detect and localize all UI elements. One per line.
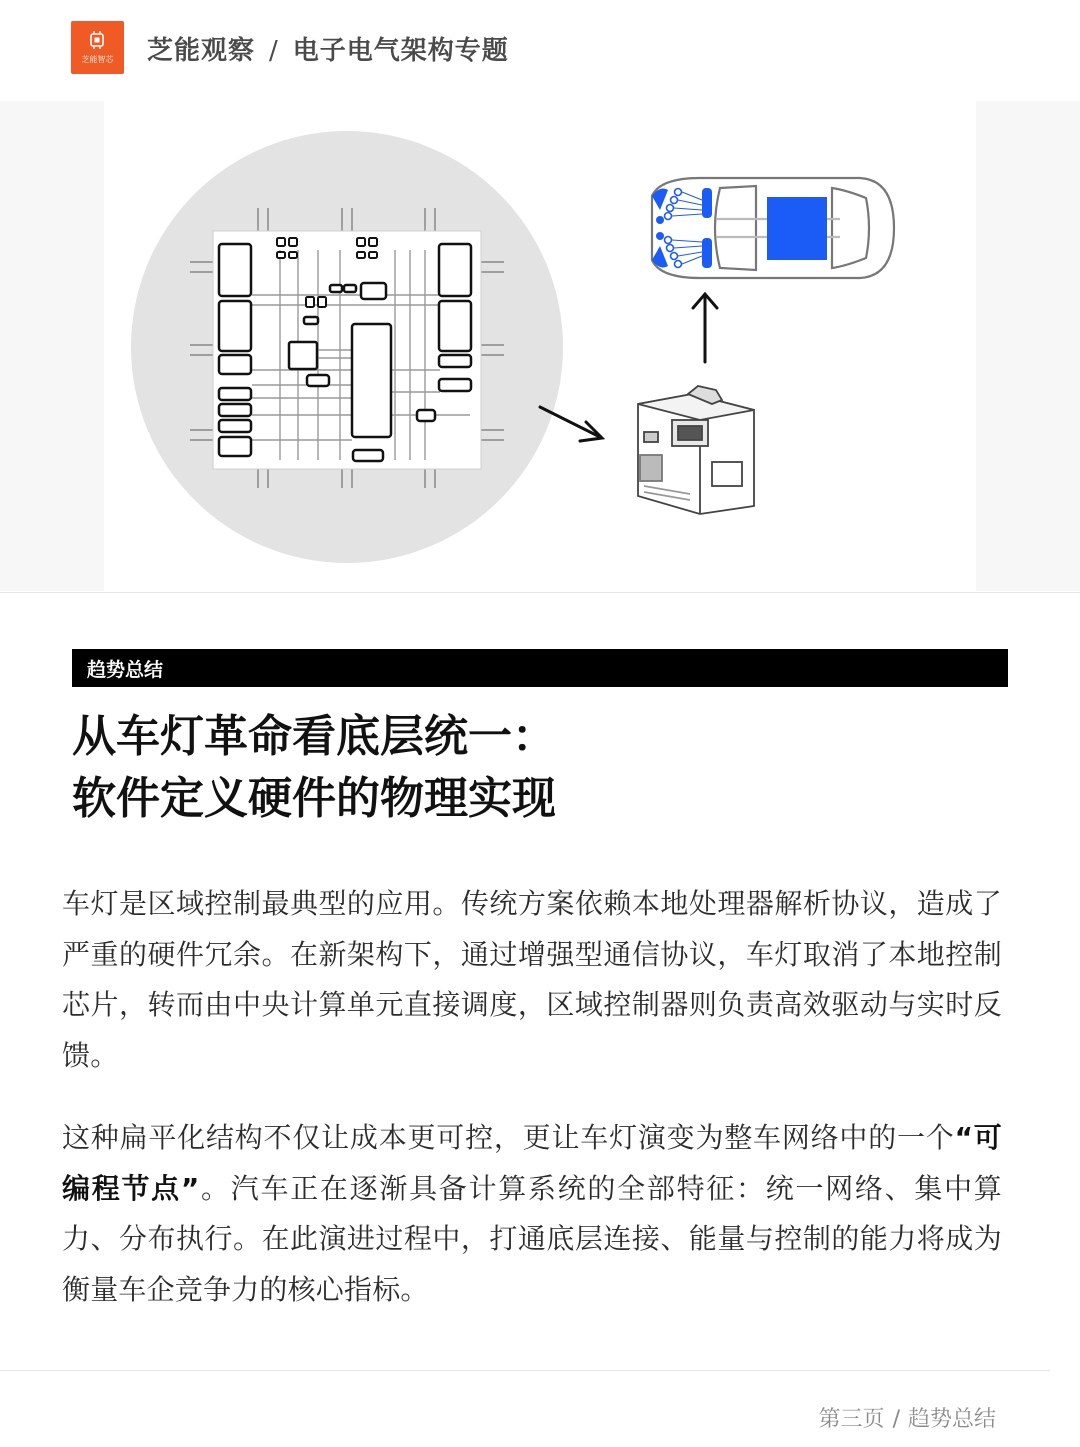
section-divider [0, 592, 1080, 593]
breadcrumb [147, 30, 509, 67]
arrow-to-module [540, 407, 602, 441]
chip-right-4 [439, 379, 471, 391]
chip-mid-7 [330, 285, 342, 292]
page-footer [819, 1402, 996, 1433]
chip-mid-2 [307, 375, 329, 386]
breadcrumb-topic[interactable]: 电子电气架构专题 [292, 36, 509, 66]
footer-divider [0, 1370, 1050, 1371]
architecture-illustration [0, 101, 1080, 591]
chip-right-3 [439, 355, 471, 367]
chip-mid-4 [417, 410, 435, 421]
breadcrumb-site[interactable]: 芝能观察 [147, 36, 256, 66]
body-paragraph-1: 车灯是区域控制最典型的应用。传统方案依赖本地处理器解析协议，造成了严重的硬件冗余。在新架构下，通过增强型通信协议，车灯取消了本地控制芯片，转而由中央计算单元直接调度，区域控制器则负责高效驱动与实时反馈。 [62, 887, 1002, 1072]
footer-separator: / [892, 1407, 900, 1432]
chip-left-2 [219, 301, 251, 351]
brand-logo [71, 21, 124, 74]
chip-mid-5 [353, 450, 383, 461]
chip-left-1 [219, 244, 251, 296]
highlight-term: “可编程节点” [62, 1121, 1002, 1205]
breadcrumb-separator: / [269, 36, 279, 66]
page-title [72, 706, 1008, 830]
chip-left-6 [219, 420, 251, 432]
chip-mid-8 [344, 285, 356, 292]
title-line-2: 软件定义硬件的物理实现 [72, 773, 556, 824]
chip-left-3 [219, 355, 251, 374]
paragraph-2-text-a: 这种扁平化结构不仅让成本更可控，更让车灯演变为整车网络中的一个 [62, 1121, 955, 1154]
chip-left-7 [219, 437, 251, 456]
body-paragraph-2 [62, 1113, 1002, 1315]
zone-controller-module [638, 386, 754, 514]
chip-right-1 [439, 244, 471, 296]
chip-left-4 [219, 388, 251, 400]
paragraph-2-text-b: 。汽车正在逐渐具备计算系统的全部特征：统一网络、集中算力、分布执行。在此演进过程中，打通底层连接、能量与控制的能力将成为衡量车企竞争力的核心指标。 [62, 1171, 1003, 1306]
chip-icon [88, 31, 106, 49]
central-processor [352, 324, 391, 437]
section-label: 趋势总结 [87, 659, 164, 681]
title-line-1: 从车灯革命看底层统一： [72, 711, 556, 762]
logo-text: 芝能智芯 [81, 55, 114, 64]
chip-mid-3 [361, 283, 386, 299]
chip-mid-6 [304, 317, 318, 324]
chip-right-2 [439, 301, 471, 351]
footer-page: 第三页 [818, 1407, 885, 1432]
footer-section: 趋势总结 [907, 1407, 996, 1432]
illustration-panel [0, 101, 1080, 591]
arrow-to-car [693, 294, 717, 362]
central-compute-unit [767, 197, 827, 260]
section-label-bar [72, 649, 1008, 687]
chip-left-5 [219, 404, 251, 416]
page-header [0, 0, 1080, 100]
chip-mid-1 [289, 342, 317, 369]
